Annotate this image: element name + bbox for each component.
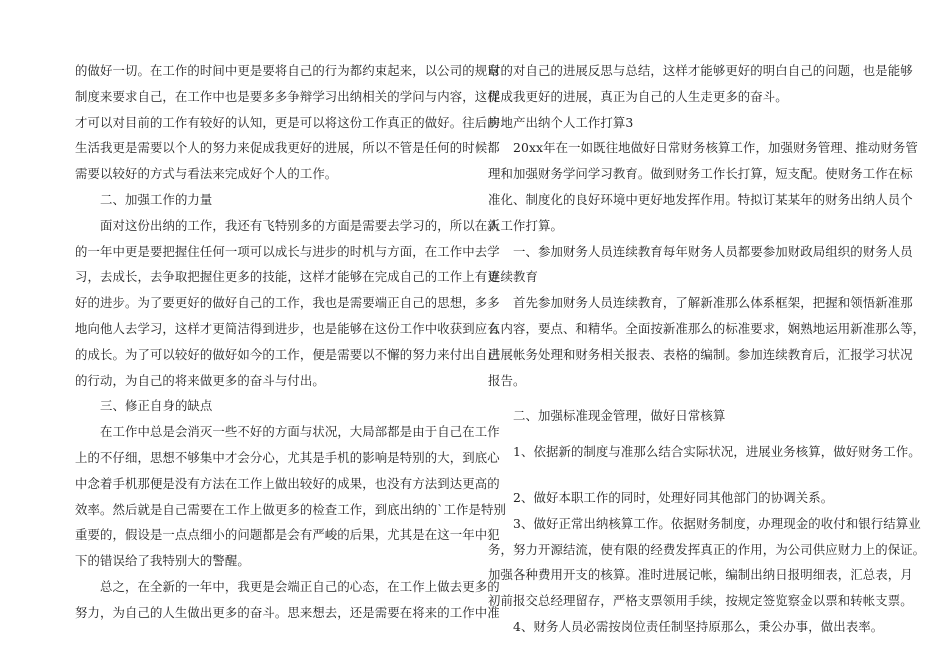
text-line: 才可以对目前的工作有较好的认知，更是可以将这份工作真正的做好。往后的 <box>75 114 500 130</box>
text-line: 习，去成长，去争取把握住更多的技能，这样才能够在完成自己的工作上有更 <box>75 269 500 285</box>
text-line: 总之，在全新的一年中，我更是会端正自己的心态，在工作上做去更多的 <box>100 578 500 594</box>
text-line: 在工作中总是会消灭一些不好的方面与状况，大局部都是由于自己在工作 <box>100 424 500 440</box>
text-line: 促成我更好的进展，真正为自己的人生走更多的奋斗。 <box>488 88 788 104</box>
text-line: 重要的，假设是一点点细小的问题都是会有严峻的后果，尤其是在这一年中犯 <box>75 527 500 543</box>
text-line: 报告。 <box>488 372 526 388</box>
text-line: 好的进步。为了要更好的做好自己的工作，我也是需要端正自己的思想，多多 <box>75 295 500 311</box>
text-line: 需要以较好的方式与看法来完成好个人的工作。 <box>75 166 338 182</box>
text-line: 面对这份出纳的工作，我还有飞特别多的方面是需要去学习的，所以在新 <box>100 217 500 233</box>
text-line: 2、做好本职工作的同时，处理好同其他部门的协调关系。 <box>513 489 834 505</box>
text-line: 地向他人去学习，这样才更简洁得到进步，也是能够在这份工作中收获到应有 <box>75 320 500 336</box>
text-line: 中念着手机那便是没有方法在工作上做出较好的成果，也没有方法到达更高的 <box>75 475 500 491</box>
text-line: 加强各种费用开支的核算。准时进展记帐，编制出纳日报明细表，汇总表，月 <box>488 567 913 583</box>
text-line: 上的不仔细，思想不够集中才会分心，尤其是手机的影响是特别的大，到底心 <box>75 449 500 465</box>
text-line: 3、做好正常出纳核算工作。依据财务制度，办理现金的收付和银行结算业 <box>513 515 921 531</box>
text-line: 1、依据新的制度与准那么结合实际状况，进展业务核算，做好财务工作。 <box>513 444 921 460</box>
text-line: 理和加强财务学问学习教育。做到财务工作长打算，短支配。使财务工作在标 <box>488 166 913 182</box>
text-line: 二、加强标准现金管理，做好日常核算 <box>513 408 726 424</box>
text-line: 的行动，为自己的将来做更多的奋斗与付出。 <box>75 372 325 388</box>
text-line: 连续教育 <box>488 269 538 285</box>
text-line: 努力，为自己的人生做出更多的奋斗。思来想去，还是需要在将来的工作中准 <box>75 604 500 620</box>
text-line: 么内容，要点、和精华。全面按新准那么的标准要求，娴熟地运用新准那么等， <box>488 320 926 336</box>
text-line: 首先参加财务人员连续教育，了解新准那么体系框架，把握和领悟新准那 <box>513 295 913 311</box>
text-line: 4、财务人员必需按岗位责任制坚持原那么，秉公办事，做出表率。 <box>513 618 884 634</box>
text-line: 人工作打算。 <box>488 217 563 233</box>
text-line: 时的对自己的进展反思与总结，这样才能够更好的明白自己的问题，也是能够 <box>488 63 913 78</box>
text-line: 的做好一切。在工作的时间中更是要将自己的行为都约束起来，以公司的规章 <box>75 63 500 78</box>
text-line: 生活我更是需要以个人的努力来促成我更好的进展，所以不管是任何的时候都 <box>75 140 500 156</box>
text-line: 下的错误给了我特别大的警醒。 <box>75 553 250 569</box>
text-line: 效率。然后就是自己需要在工作上做更多的检查工作，到底出纳的`工作是特别 <box>75 501 506 517</box>
text-line: 务，努力开源结流，使有限的经费发挥真正的作用，为公司供应财力上的保证。 <box>488 541 926 557</box>
text-line: 准化、制度化的良好环境中更好地发挥作用。特拟订某某年的财务出纳人员个 <box>488 191 913 207</box>
text-line: 20xx年在一如既往地做好日常财务核算工作，加强财务管理、推动财务管 <box>513 140 918 156</box>
text-line: 制度来要求自己，在工作中也是要多多争辩学习出纳相关的学问与内容，这样 <box>75 88 500 104</box>
text-line: 的成长。为了可以较好的做好如今的工作，便是需要以不懈的努力来付出自己 <box>75 346 500 362</box>
left-column <box>75 58 506 626</box>
text-line: 的一年中更是要把握住任何一项可以成长与进步的时机与方面，在工作中去学 <box>75 243 500 259</box>
text-line: 一、参加财务人员连续教育每年财务人员都要参加财政局组织的财务人员 <box>513 243 913 259</box>
right-column <box>488 58 926 640</box>
text-line: 三、修正自身的缺点 <box>100 398 213 414</box>
text-line: 二、加强工作的力量 <box>100 191 213 207</box>
text-line: 进展帐务处理和财务相关报表、表格的编制。参加连续教育后，汇报学习状况 <box>488 346 913 362</box>
text-line: 初前报交总经理留存，严格支票领用手续，按规定签览察金以票和转帐支票。 <box>488 593 913 609</box>
text-line: 房地产出纳个人工作打算3 <box>488 114 634 130</box>
